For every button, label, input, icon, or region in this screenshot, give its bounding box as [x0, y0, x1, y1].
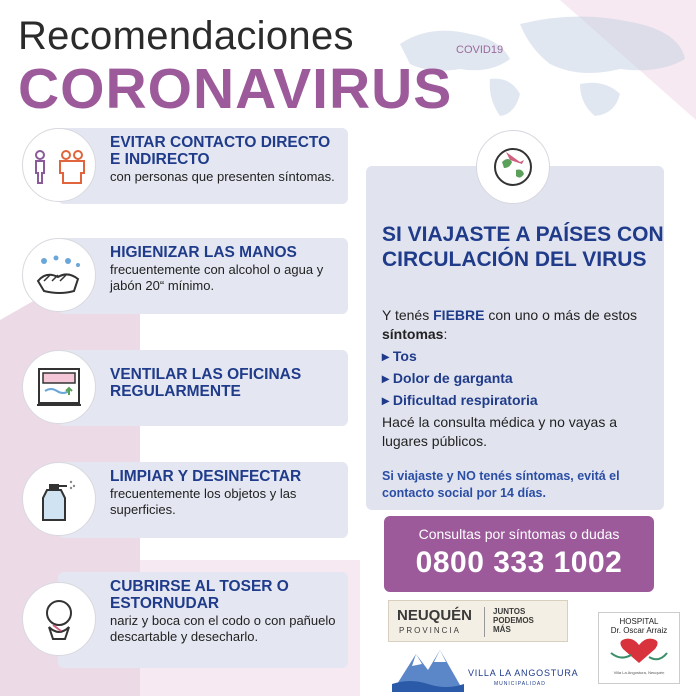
- travel-body: [382, 306, 666, 451]
- hospital-sub: Villa La Angostura, Neuquén: [613, 670, 665, 675]
- people-icon: [22, 128, 96, 202]
- provincia-text: PROVINCIA: [399, 626, 462, 635]
- rec-card-ventilate: [58, 350, 348, 426]
- hospital-logo: [598, 612, 680, 684]
- hospital-label: HOSPITAL: [619, 617, 659, 626]
- hospital-name: Dr. Oscar Arraiz: [610, 626, 668, 635]
- rec-title: LIMPIAR Y DESINFECTAR: [110, 468, 302, 485]
- travel-intro-fever: FIEBRE: [433, 307, 485, 323]
- travel-intro-b: con uno o más de estos: [488, 307, 638, 323]
- mountain-lake-icon: [392, 644, 464, 692]
- symptom-item: ▸ Dificultad respiratoria: [382, 392, 538, 408]
- rec-card-contact: [58, 128, 348, 204]
- covid-tag: COVID19: [456, 44, 504, 56]
- rec-card-cough: [58, 572, 348, 668]
- globe-plane-icon: [476, 130, 550, 204]
- logo-divider: [484, 607, 485, 637]
- window-icon: [22, 350, 96, 424]
- rec-text: con personas que presenten síntomas.: [110, 169, 335, 184]
- slogan: JUNTOS PODEMOS MÁS: [493, 607, 534, 634]
- page-subtitle: CORONAVIRUS: [18, 57, 453, 121]
- spray-bottle-icon: [22, 462, 96, 536]
- rec-text: frecuentemente con alcohol o agua y jabón 20“ mínimo.: [110, 262, 324, 293]
- villa-logo-text: VILLA LA ANGOSTURA: [468, 668, 579, 678]
- symptom-item: ▸ Dolor de garganta: [382, 370, 513, 386]
- rec-title: HIGIENIZAR LAS MANOS: [110, 244, 297, 261]
- travel-note: Si viajaste y NO tenés síntomas, evitá el contacto social por 14 días.: [382, 469, 620, 500]
- rec-text: frecuentemente los objetos y las superficies.: [110, 486, 297, 517]
- symptom-item: ▸ Tos: [382, 348, 417, 364]
- municipalidad-text: MUNICIPALIDAD: [494, 681, 546, 687]
- travel-intro-a: Y tenés: [382, 307, 430, 323]
- page-title: Recomendaciones: [18, 14, 354, 58]
- travel-title: SI VIAJASTE A PAÍSES CON CIRCULACIÓN DEL VIRUS: [382, 223, 664, 271]
- rec-title: EVITAR CONTACTO DIRECTO E INDIRECTO: [110, 134, 331, 168]
- rec-card-clean: [58, 462, 348, 538]
- rec-text: nariz y boca con el codo o con pañuelo descartable y desecharlo.: [110, 613, 336, 644]
- rec-title: CUBRIRSE AL TOSER O ESTORNUDAR: [110, 578, 289, 612]
- travel-intro-symptoms: síntomas: [382, 326, 444, 342]
- heart-icon: [609, 635, 669, 665]
- neuquen-logo: [388, 600, 568, 642]
- sneeze-icon: [22, 582, 96, 656]
- hand-washing-icon: [22, 238, 96, 312]
- contact-label: Consultas por síntomas o dudas: [418, 526, 620, 542]
- travel-intro-colon: :: [443, 326, 448, 342]
- rec-title: VENTILAR LAS OFICINAS REGULARMENTE: [110, 366, 302, 400]
- rec-card-hands: [58, 238, 348, 314]
- neuquen-text: NEUQUÉN: [397, 607, 473, 624]
- contact-phone[interactable]: 0800 333 1002: [415, 546, 623, 579]
- contact-box: [384, 516, 654, 592]
- travel-advice: Hacé la consulta médica y no vayas a lugares públicos.: [382, 414, 618, 449]
